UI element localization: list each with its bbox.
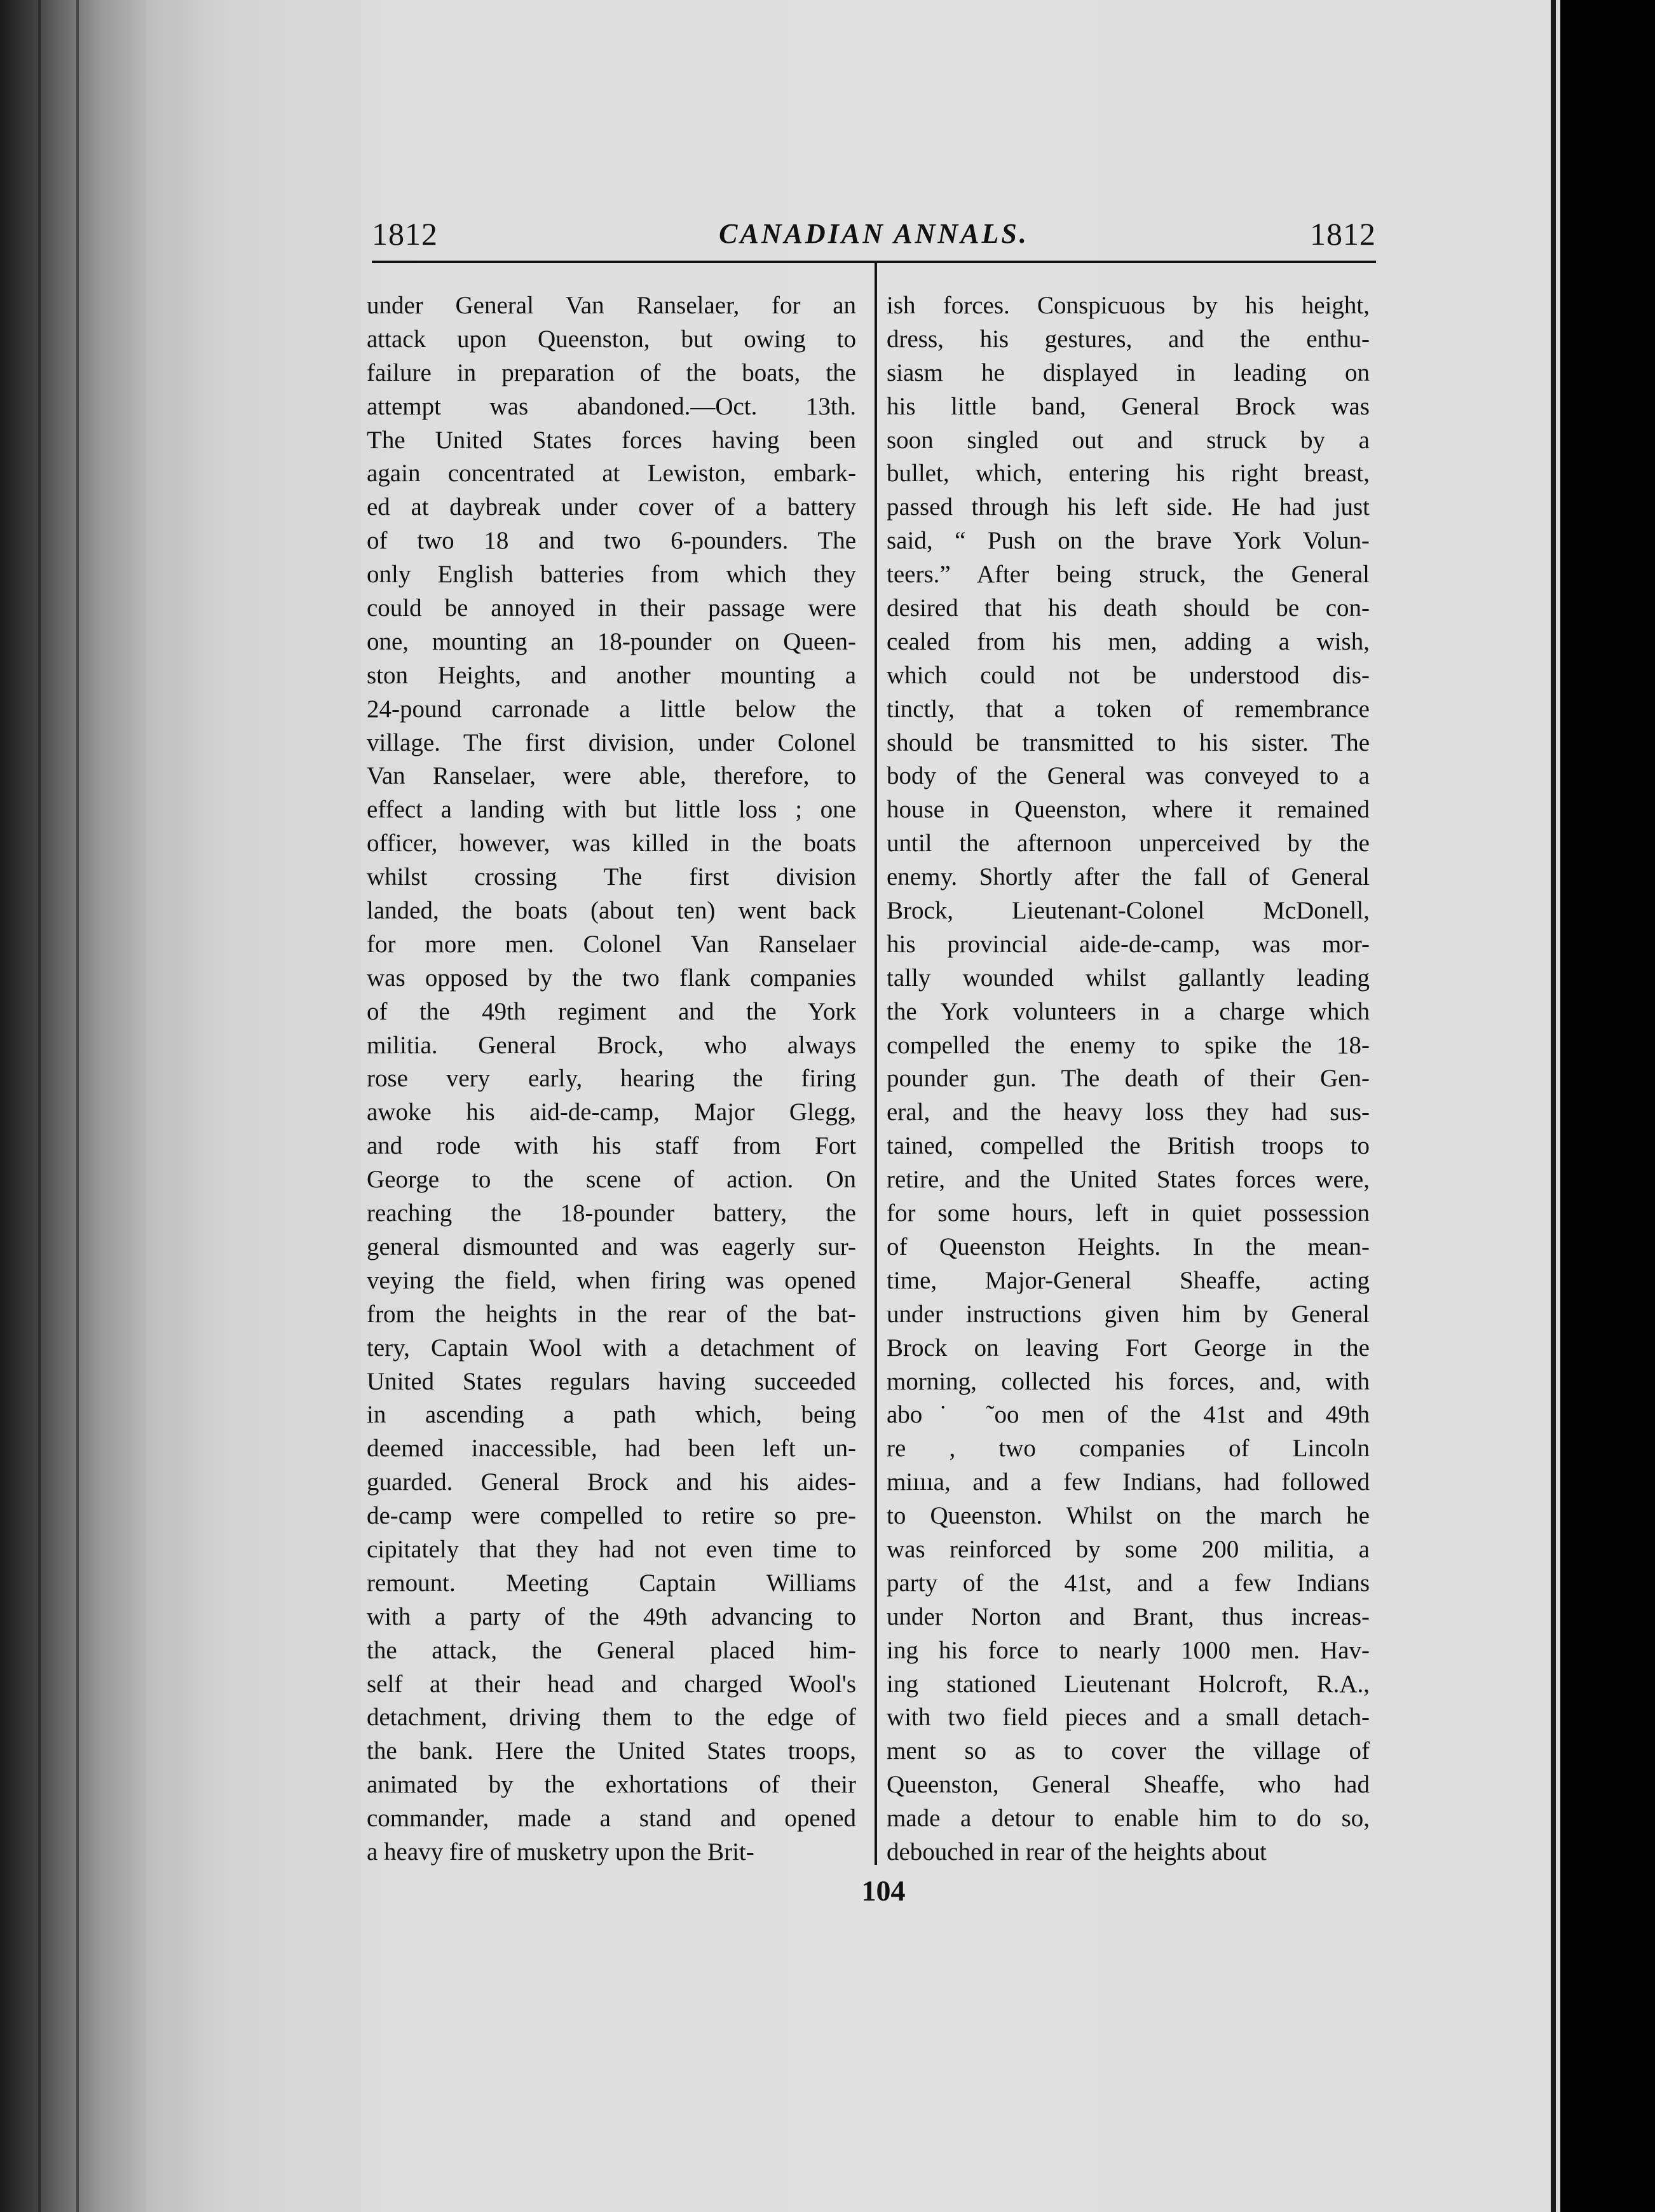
text-line: United States regulars having succeeded bbox=[367, 1367, 856, 1395]
header-title: CANADIAN ANNALS. bbox=[719, 218, 1029, 249]
text-line: cipitately that they had not even time to bbox=[367, 1535, 856, 1563]
text-line: ment so as to cover the village of bbox=[887, 1737, 1370, 1765]
text-line: detachment, driving them to the edge of bbox=[367, 1703, 856, 1731]
text-line: his little band, General Brock was bbox=[887, 392, 1370, 420]
text-line: compelled the enemy to spike the 18- bbox=[887, 1031, 1370, 1059]
text-line: remount. Meeting Captain Williams bbox=[367, 1569, 856, 1597]
text-line: one, mounting an 18-pounder on Queen- bbox=[367, 627, 856, 655]
text-line: in ascending a path which, being bbox=[367, 1401, 856, 1429]
text-line: debouched in rear of the heights about bbox=[887, 1838, 1267, 1866]
text-line: ing his force to nearly 1000 men. Hav- bbox=[887, 1636, 1370, 1664]
text-line: bullet, which, entering his right breast, bbox=[887, 460, 1370, 488]
text-line: and rode with his staff from Fort bbox=[367, 1132, 856, 1160]
text-line: landed, the boats (about ten) went back bbox=[367, 897, 856, 925]
text-line: again concentrated at Lewiston, embark- bbox=[367, 460, 856, 488]
text-line: to Queenston. Whilst on the march he bbox=[887, 1502, 1370, 1530]
header-year-left: 1812 bbox=[372, 216, 438, 252]
text-line: tally wounded whilst gallantly leading bbox=[887, 964, 1370, 992]
left-column bbox=[367, 289, 856, 1869]
text-line: morning, collected his forces, and, with bbox=[887, 1367, 1370, 1395]
text-line: with two field pieces and a small detach- bbox=[887, 1703, 1370, 1731]
text-line: enemy. Shortly after the fall of General bbox=[887, 863, 1370, 891]
text-line: deemed inaccessible, had been left un- bbox=[367, 1435, 856, 1463]
column-rule bbox=[875, 263, 877, 1865]
text-line: a heavy fire of musketry upon the Brit- bbox=[367, 1838, 754, 1866]
text-line: re , two companies of Lincoln bbox=[887, 1435, 1370, 1463]
header-rule bbox=[372, 261, 1376, 263]
text-line: the bank. Here the United States troops, bbox=[367, 1737, 856, 1765]
text-line: veying the field, when firing was opened bbox=[367, 1266, 856, 1294]
text-line: Van Ranselaer, were able, therefore, to bbox=[367, 762, 856, 790]
text-line: Brock on leaving Fort George in the bbox=[887, 1334, 1370, 1362]
text-line: dress, his gestures, and the enthu- bbox=[887, 325, 1370, 353]
text-line: siasm he displayed in leading on bbox=[887, 358, 1370, 386]
text-line: tinctly, that a token of remembrance bbox=[887, 695, 1370, 723]
text-line: self at their head and charged Wool's bbox=[367, 1670, 856, 1698]
text-line: tained, compelled the British troops to bbox=[887, 1132, 1370, 1160]
right-column bbox=[887, 289, 1370, 1869]
text-line: under instructions given him by General bbox=[887, 1300, 1370, 1328]
text-line: attack upon Queenston, but owing to bbox=[367, 325, 856, 353]
text-line: awoke his aid-de-camp, Major Glegg, bbox=[367, 1098, 856, 1126]
book-gutter bbox=[0, 0, 146, 2212]
text-line: miıııa, and a few Indians, had followed bbox=[887, 1468, 1370, 1496]
text-line: pounder gun. The death of their Gen- bbox=[887, 1065, 1370, 1093]
text-line: village. The first division, under Colonel bbox=[367, 728, 856, 756]
text-line: the attack, the General placed him- bbox=[367, 1636, 856, 1664]
text-line: Brock, Lieutenant-Colonel McDonell, bbox=[887, 897, 1370, 925]
text-line: until the afternoon unperceived by the bbox=[887, 830, 1370, 857]
text-line: for more men. Colonel Van Ranselaer bbox=[367, 930, 856, 958]
text-line: whilst crossing The first division bbox=[367, 863, 856, 891]
gutter-line bbox=[76, 0, 79, 2212]
text-line: eral, and the heavy loss they had sus- bbox=[887, 1098, 1370, 1126]
text-line: of Queenston Heights. In the mean- bbox=[887, 1232, 1370, 1260]
text-line: ed at daybreak under cover of a battery bbox=[367, 493, 856, 521]
text-line: passed through his left side. He had just bbox=[887, 493, 1370, 521]
text-line: made a detour to enable him to do so, bbox=[887, 1805, 1370, 1833]
text-line: time, Major-General Sheaffe, acting bbox=[887, 1266, 1370, 1294]
text-line: attempt was abandoned.—Oct. 13th. bbox=[367, 392, 856, 420]
text-line: from the heights in the rear of the bat- bbox=[367, 1300, 856, 1328]
text-line: his provincial aide-de-camp, was mor- bbox=[887, 930, 1370, 958]
text-line: ston Heights, and another mounting a bbox=[367, 661, 856, 689]
text-line: effect a landing with but little loss ; one bbox=[367, 796, 856, 824]
text-line: militia. General Brock, who always bbox=[367, 1031, 856, 1059]
text-line: animated by the exhortations of their bbox=[367, 1771, 856, 1799]
text-line: 24-pound carronade a little below the bbox=[367, 695, 856, 723]
gutter-line bbox=[38, 0, 41, 2212]
text-line: rose very early, hearing the firing bbox=[367, 1065, 856, 1093]
text-line: commander, made a stand and opened bbox=[367, 1805, 856, 1833]
text-line: officer, however, was killed in the boats bbox=[367, 830, 856, 857]
text-line: house in Queenston, where it remained bbox=[887, 796, 1370, 824]
text-line: could be annoyed in their passage were bbox=[367, 594, 856, 622]
text-line: which could not be understood dis- bbox=[887, 661, 1370, 689]
text-line: cealed from his men, adding a wish, bbox=[887, 627, 1370, 655]
text-line: body of the General was conveyed to a bbox=[887, 762, 1370, 790]
text-line: for some hours, left in quiet possession bbox=[887, 1199, 1370, 1227]
text-line: only English batteries from which they bbox=[367, 561, 856, 589]
text-line: general dismounted and was eagerly sur- bbox=[367, 1232, 856, 1260]
text-line: should be transmitted to his sister. The bbox=[887, 728, 1370, 756]
text-line: under Norton and Brant, thus increas- bbox=[887, 1602, 1370, 1630]
right-margin-dark bbox=[1560, 0, 1655, 2212]
page-edge bbox=[1551, 0, 1556, 2212]
text-line: teers.” After being struck, the General bbox=[887, 561, 1370, 589]
text-line: of two 18 and two 6-pounders. The bbox=[367, 527, 856, 555]
text-line: guarded. General Brock and his aides- bbox=[367, 1468, 856, 1496]
text-line: retire, and the United States forces were, bbox=[887, 1166, 1370, 1194]
text-line: The United States forces having been bbox=[367, 426, 856, 454]
text-line: ish forces. Conspicuous by his height, bbox=[887, 292, 1370, 319]
text-line: the York volunteers in a charge which bbox=[887, 997, 1370, 1025]
text-line: Queenston, General Sheaffe, who had bbox=[887, 1771, 1370, 1799]
text-line: George to the scene of action. On bbox=[367, 1166, 856, 1194]
text-line: said, “ Push on the brave York Volun- bbox=[887, 527, 1370, 555]
text-line: party of the 41st, and a few Indians bbox=[887, 1569, 1370, 1597]
text-line: of the 49th regiment and the York bbox=[367, 997, 856, 1025]
text-line: failure in preparation of the boats, the bbox=[367, 358, 856, 386]
text-line: tery, Captain Wool with a detachment of bbox=[367, 1334, 856, 1362]
text-line: abo˙ ˜oo men of the 41st and 49th bbox=[887, 1401, 1370, 1429]
running-head bbox=[372, 208, 1376, 259]
page-number: 104 bbox=[861, 1874, 906, 1907]
text-line: soon singled out and struck by a bbox=[887, 426, 1370, 454]
text-line: de-camp were compelled to retire so pre- bbox=[367, 1502, 856, 1530]
text-line: under General Van Ranselaer, for an bbox=[367, 292, 856, 319]
text-line: reaching the 18-pounder battery, the bbox=[367, 1199, 856, 1227]
text-line: with a party of the 49th advancing to bbox=[367, 1602, 856, 1630]
text-line: desired that his death should be con- bbox=[887, 594, 1370, 622]
text-line: was opposed by the two flank companies bbox=[367, 964, 856, 992]
header-year-right: 1812 bbox=[1310, 216, 1376, 252]
text-line: was reinforced by some 200 militia, a bbox=[887, 1535, 1370, 1563]
text-line: ing stationed Lieutenant Holcroft, R.A., bbox=[887, 1670, 1370, 1698]
